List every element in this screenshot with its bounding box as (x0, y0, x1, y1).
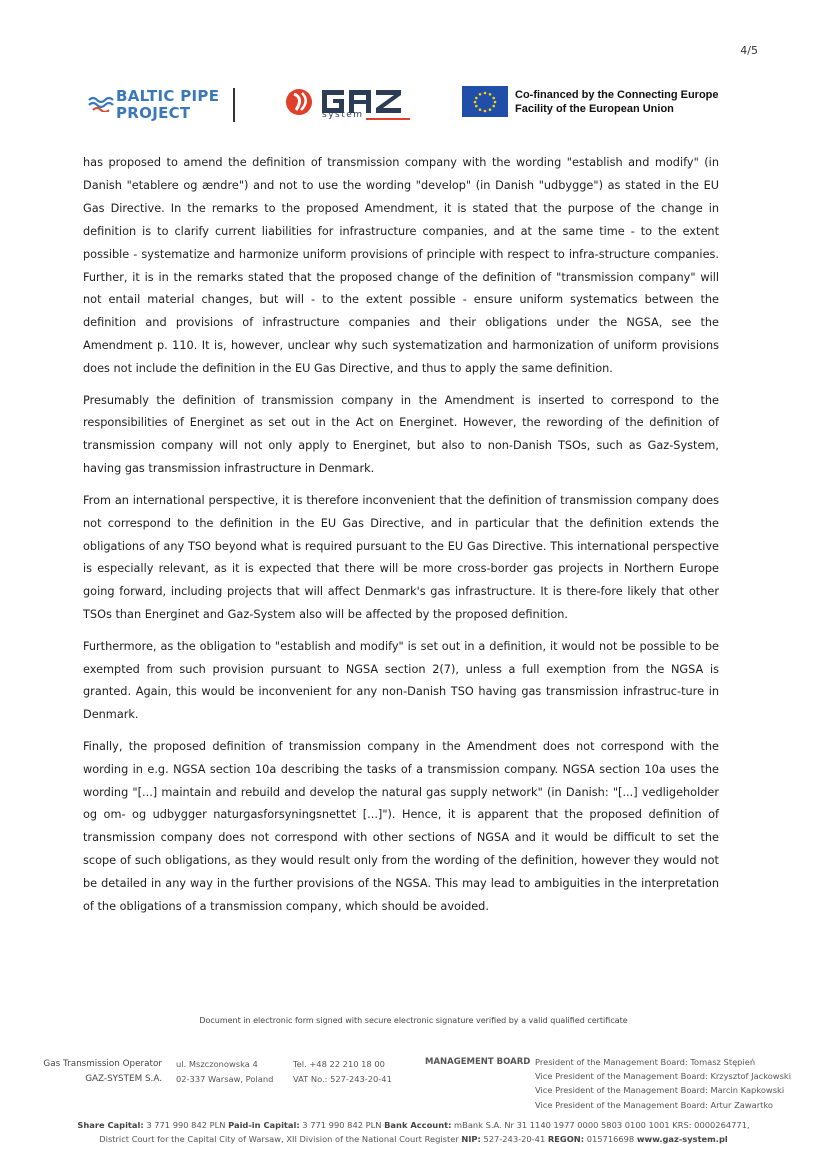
share-capital-value: 3 771 990 842 PLN (146, 1120, 226, 1130)
wave-icon (88, 92, 114, 112)
management-board-list (535, 1055, 791, 1112)
board-member: Vice President of the Management Board: Krzysztof Jackowski (535, 1071, 792, 1082)
header-divider (233, 88, 235, 122)
address-line2: 02-337 Warsaw, Poland (176, 1074, 274, 1084)
footer-tel: Tel. +48 22 210 18 00 (293, 1059, 385, 1069)
paid-in-label: Paid-in Capital: (228, 1120, 300, 1130)
page-number: 4/5 (740, 44, 758, 57)
signature-note: Document in electronic form signed with secure electronic signature verified by a valid qualified certificate (199, 1016, 628, 1025)
paragraph: From an international perspective, it is therefore inconvenient that the definition of transmission company does not correspond to the definition in the EU Gas Directive, and in particular that the definition extends the obligations of any TSO beyond what is required pursuant to the EU Gas Directive. This international perspective is especially relevant, as it is expected that there will be more cross-border gas projects in Northern Europe going forward, including projects that will affect Denmark's gas infrastructure. It is there-fore likely that other TSOs than Energinet and Gaz-System also will be affected by the proposed definition. (83, 493, 719, 622)
company-line2: GAZ-SYSTEM S.A. (85, 1074, 162, 1084)
regon-value: 015716698 (586, 1134, 635, 1144)
paragraph: Finally, the proposed definition of transmission company in the Amendment does not correspond with the wording in e.g. NGSA section 10a describing the tasks of a transmission company. NGSA section 10a uses the wording "[...] maintain and rebuild and develop the natural gas supply network" (in Danish: "[...] vedligeholder og om- og udbygger naturgasforsyningsnettet [...]"). Hence, it is apparent that the proposed definition of transmission company does not correspond with other sections of NGSA and it would be difficult to set the scope of such obligations, as they would result only from the wording of the definition, however they would not be detailed in any way in the further provisions of the NGSA. This may lead to ambiguities in the interpretation of the obligations of a transmission company, which should be avoided. (83, 739, 719, 914)
baltic-pipe-logo (88, 88, 238, 124)
regon-label: REGON: (547, 1134, 585, 1144)
share-capital-label: Share Capital: (77, 1120, 144, 1130)
management-board-label: MANAGEMENT BOARD (425, 1057, 531, 1067)
website-link[interactable]: www.gaz-system.pl (636, 1134, 728, 1144)
eu-flag-logo (462, 86, 508, 117)
footer-company (34, 1057, 162, 1087)
address-line1: ul. Mszczonowska 4 (176, 1059, 258, 1069)
footer-vat: VAT No.: 527-243-20-41 (293, 1074, 392, 1084)
paragraph: Presumably the definition of transmission company in the Amendment is inserted to correspond to the responsibilities of Energinet as set out in the Act on Energinet. However, the rewording of the definition of transmission company will not only apply to Energinet, but also to non-Danish TSOs, such as Gaz-System, having gas transmission infrastructure in Denmark. (83, 393, 719, 476)
baltic-line1: BALTIC PIPE (116, 87, 220, 105)
eu-cofinance-text (515, 88, 719, 116)
board-member: Vice President of the Management Board: Marcin Kapkowski (535, 1085, 785, 1096)
footer-address (176, 1057, 273, 1087)
baltic-line2: PROJECT (116, 104, 191, 122)
nip-value: 527-243-20-41 (483, 1134, 546, 1144)
court-text: District Court for the Capital City of Warsaw, XII Division of the National Court Register (99, 1134, 459, 1144)
board-member: Vice President of the Management Board: Artur Zawartko (535, 1099, 773, 1110)
footer-registration (0, 1118, 827, 1146)
gaz-system-logo (282, 84, 417, 124)
gaz-subtitle: system (322, 110, 364, 120)
board-member: President of the Management Board: Tomasz Stępień (535, 1057, 756, 1067)
nip-label: NIP: (461, 1134, 481, 1144)
paragraph: has proposed to amend the definition of transmission company with the wording "establish and modify" (in Danish "etablere og ændre") and not to use the wording "develop" (in Danish "udbygge") as stated in the EU Gas Directive. In the remarks to the proposed Amendment, it is stated that the purpose of the change in definition is to clarify current liabilities for infrastructure companies, and at the same time - to the extent possible - systematize and harmonize uniform provisions of principle with respect to infra-structure companies. Further, it is in the remarks stated that the proposed change of the definition of "transmission company" will not entail material changes, but will - to the extent possible - ensure uniform systematics between the definition and provisions of infrastructure companies and their obligations under the NGSA, see the Amendment p. 110. It is, however, unclear why such systematization and harmonization of uniform provisions does not include the definition in the EU Gas Directive, and thus to apply the same definition. (83, 156, 719, 376)
footer-contact (293, 1057, 392, 1087)
paragraph: Furthermore, as the obligation to "establish and modify" is set out in a definition, it would not be possible to be exempted from such provision pursuant to NGSA section 2(7), unless a full exemption from the NGSA is granted. Again, this would be inconvenient for any non-Danish TSO having gas transmission infrastruc-ture in Denmark. (83, 639, 719, 722)
company-line1: Gas Transmission Operator (43, 1059, 162, 1069)
eu-line1: Co-financed by the Connecting Europe (515, 89, 719, 101)
paid-in-value: 3 771 990 842 PLN (302, 1120, 382, 1130)
eu-line2: Facility of the European Union (515, 103, 674, 115)
bank-value: mBank S.A. Nr 31 1140 1977 0000 5803 0100 1001 KRS: 0000264771, (454, 1120, 750, 1130)
eu-stars-icon (462, 86, 508, 117)
bank-label: Bank Account: (384, 1120, 452, 1130)
letter-body (83, 152, 719, 928)
